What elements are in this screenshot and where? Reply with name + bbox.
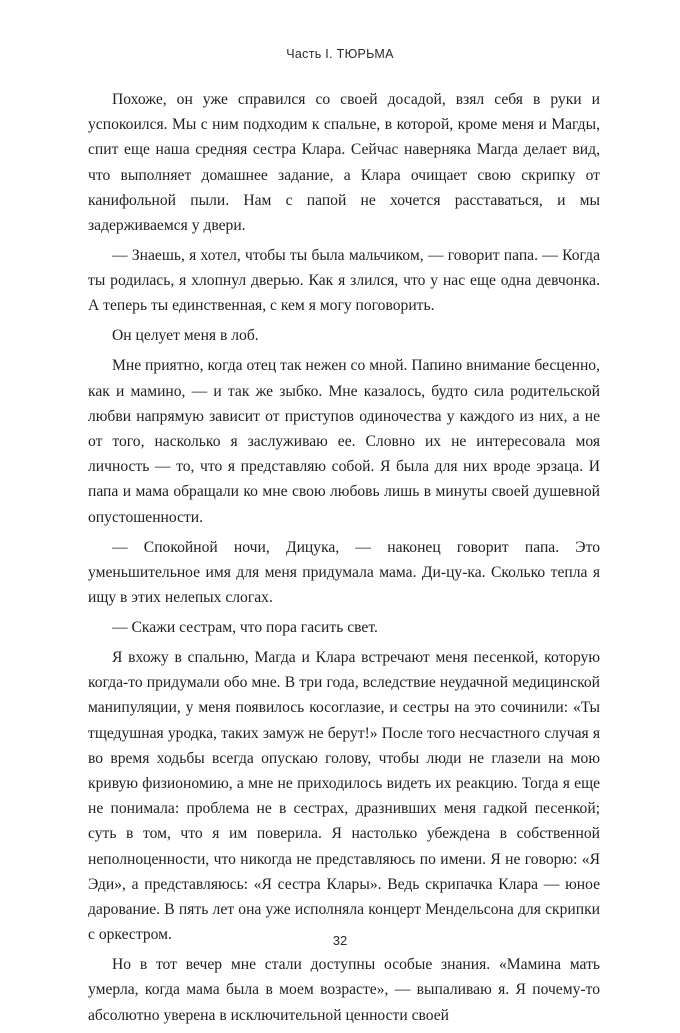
paragraph: Мне приятно, когда отец так нежен со мной. Папино внимание бесценно, как и мамино, — и так же зыбко. Мне казалось, будто сила родительской любви напрямую зависит от приступов одиночества у каждого из них, а не от того, насколько я заслуживаю ее. Словно их не интересовала моя личность — то, что я представляю собой. Я была для них вроде эрзаца. И папа и мама обращали ко мне свою любовь лишь в минуты своей душевной опустошенности. [88,357,600,526]
paragraph: Он целует меня в лоб. [112,327,259,345]
paragraph: Похоже, он уже справился со своей досадой, взял себя в руки и успокоился. Мы с ним подходим к спальне, в которой, кроме меня и Магды, спит еще наша средняя сестра Клара. Сейчас наверняка Магда делает вид, что выполняет домашнее задание, а Клара очищает свою скрипку от канифольной пыли. Нам с папой не хочется расставаться, и мы задерживаемся у двери. [88,91,600,235]
body-text [88,87,600,1033]
running-header: Часть I. ТЮРЬМА [286,47,394,61]
paragraph: Но в тот вечер мне стали доступны особые знания. «Мамина мать умерла, когда мама была в моем возрасте», — выпаливаю я. Я почему-то абсолютно уверена в исключительной ценности своей [88,956,600,1024]
paragraph: Я вхожу в спальню, Магда и Клара встречают меня песенкой, которую когда-то придумали обо мне. В три года, вследствие неудачной медицинской манипуляции, у меня появилось косоглазие, и сестры на это сочинили: «Ты тщедушная уродка, таких замуж не берут!» После того несчастного случая я во время ходьбы всегда опускаю голову, чтобы люди не глазели на мою кривую физиономию, а мне не приходилось видеть их реакцию. Тогда я еще не понимала: проблема не в сестрах, дразнивших меня гадкой песенкой; суть в том, что я им поверила. Я настолько убеждена в собственной неполноценности, что никогда не представляюсь по имени. Я не говорю: «Я Эди», а представляюсь: «Я сестра Клары». Ведь скрипачка Клара — юное дарование. В пять лет она уже исполняла концерт Мендельсона для скрипки с оркестром. [88,649,600,944]
page-number: 32 [332,933,348,948]
paragraph: — Спокойной ночи, Дицука, — наконец говорит папа. Это уменьшительное имя для меня придумала мама. Ди-цу-ка. Сколько тепла я ищу в этих нелепых слогах. [88,538,600,607]
paragraph: — Скажи сестрам, что пора гасить свет. [112,619,378,637]
paragraph: — Знаешь, я хотел, чтобы ты была мальчиком, — говорит папа. — Когда ты родилась, я хлопнул дверью. Как я злился, что у нас еще одна девчонка. А теперь ты единственная, с кем я могу поговорить. [88,247,600,315]
